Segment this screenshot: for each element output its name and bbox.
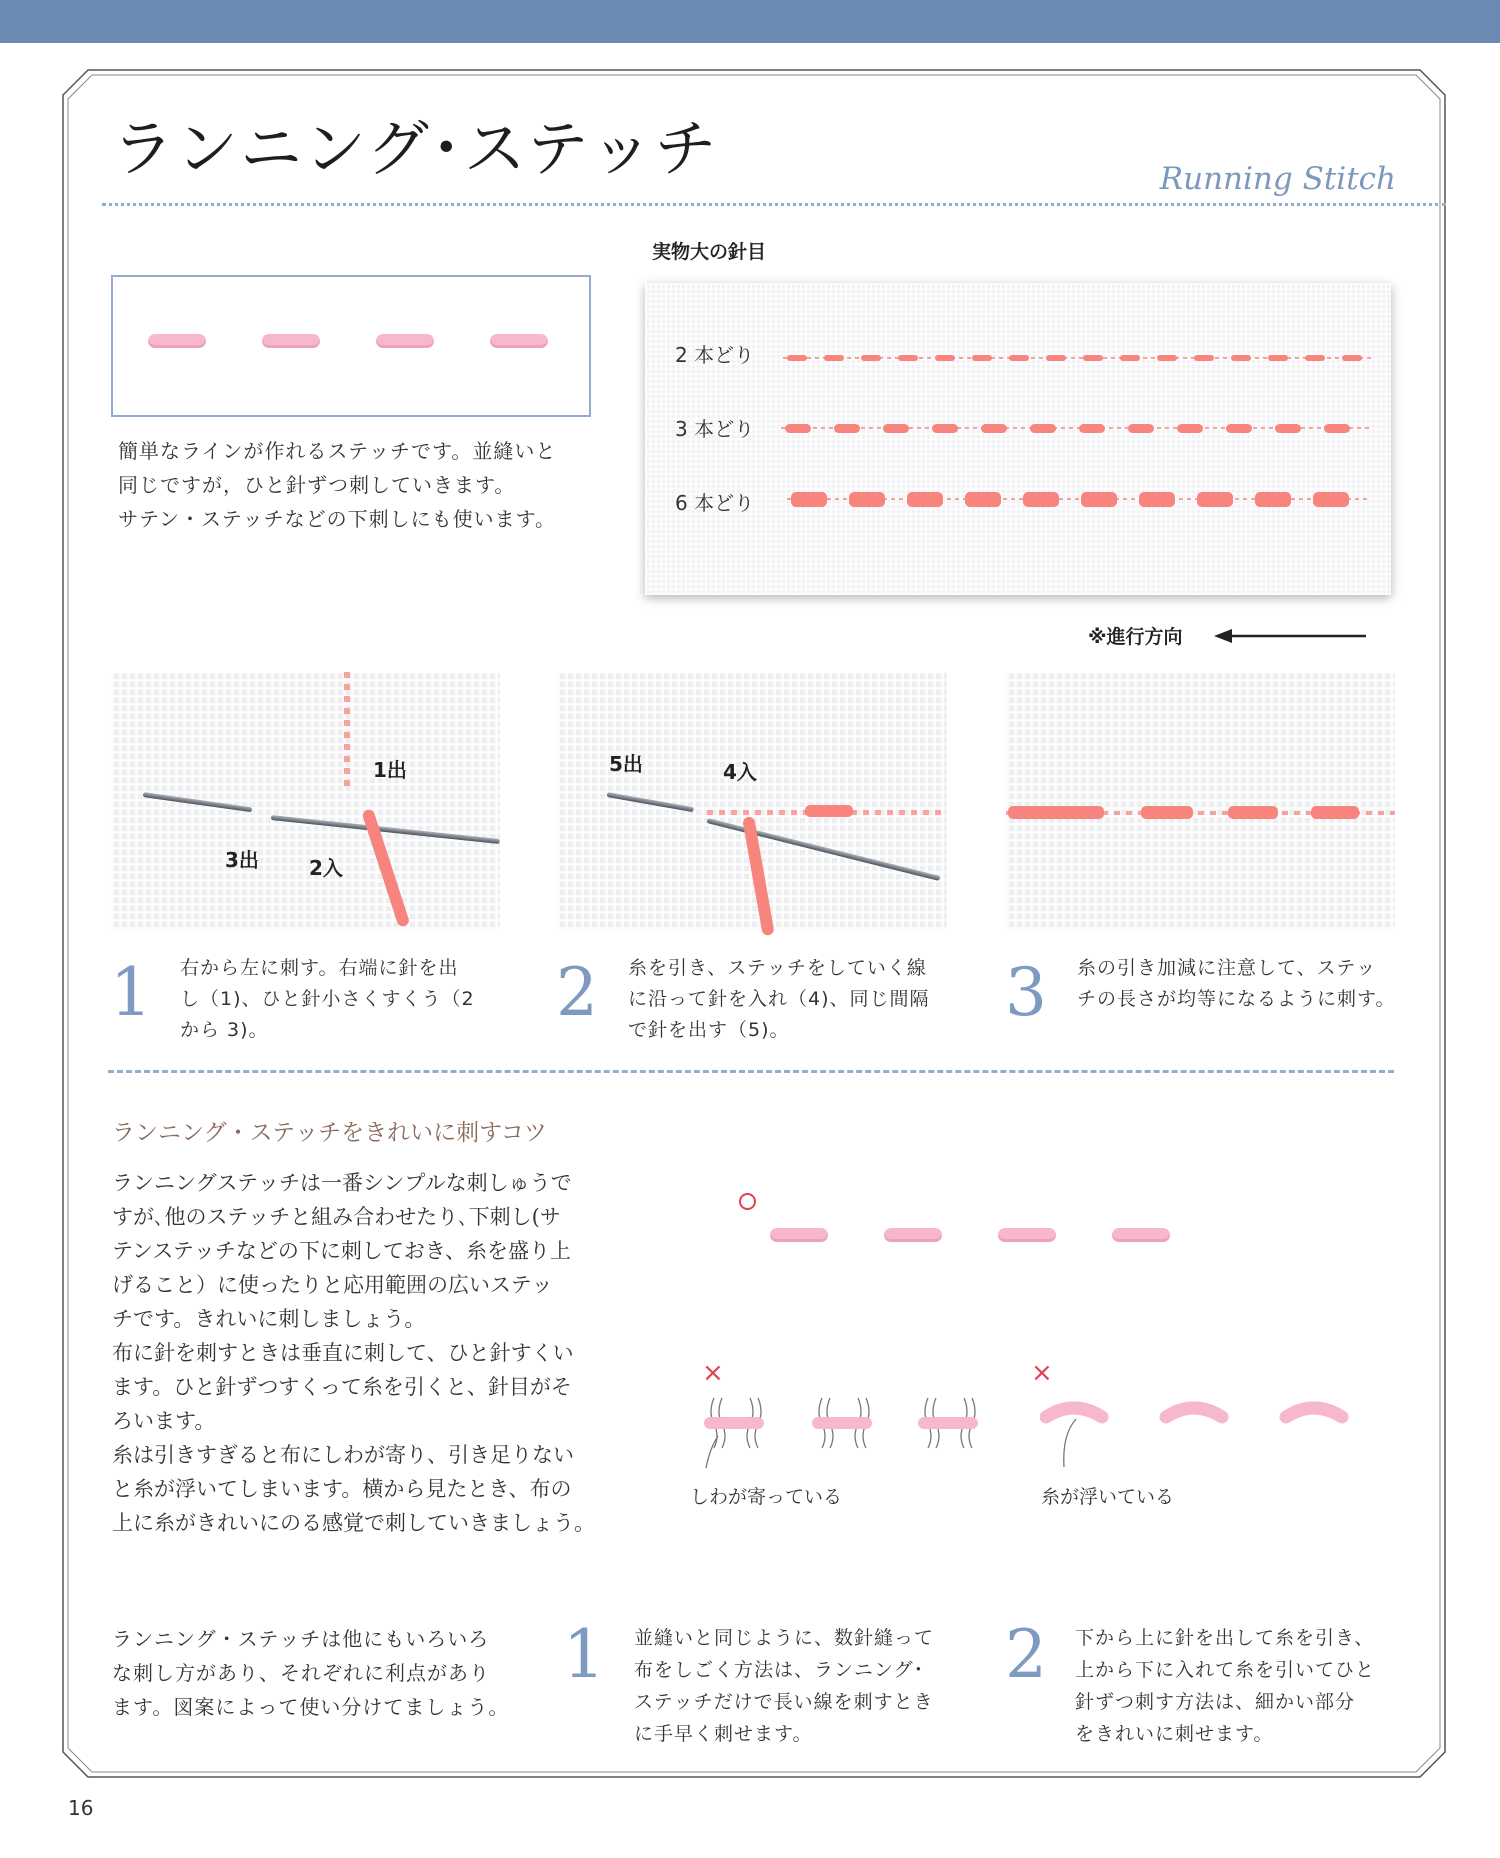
actual-stitch xyxy=(1197,492,1233,507)
actual-stitch xyxy=(824,355,844,361)
finished-stitch xyxy=(1141,806,1193,819)
actual-stitch xyxy=(834,424,860,433)
actual-stitch xyxy=(1226,424,1252,433)
step-2-text: 糸を引き、ステッチをしていく線 に沿って針を入れ（4)、同じ間隔 で針を出す（5)。 xyxy=(628,957,930,1041)
actual-stitch xyxy=(1177,424,1203,433)
variant-1-text: 並縫いと同じように、数針縫って 布をしごく方法は、ランニング･ ステッチだけで長い線を刺すとき に手早く刺せます。 xyxy=(634,1627,935,1745)
step-1-text: 右から左に刺す。右端に針を出 し（1)、ひと針小さくすくう（2 から 3)。 xyxy=(180,957,475,1041)
actual-stitch xyxy=(1342,355,1362,361)
actual-stitch xyxy=(1324,424,1350,433)
actual-stitch xyxy=(1139,492,1175,507)
actual-stitch xyxy=(965,492,1001,507)
good-stitch xyxy=(884,1228,942,1242)
actual-size-photo xyxy=(645,283,1391,595)
wrinkle-diagram xyxy=(700,1390,990,1470)
demo-stitch xyxy=(490,334,548,348)
actual-stitch xyxy=(1305,355,1325,361)
actual-stitch xyxy=(898,355,918,361)
step-3-text: 糸の引き加減に注意して、ステッ チの長さが均等になるように刺す。 xyxy=(1077,957,1396,1010)
actual-stitch xyxy=(787,355,807,361)
intro-text: 簡単なラインが作れるステッチです。並縫いと 同じですが，ひと針ずつ刺していきます。 サテン・ステッチなどの下刺しにも使います。 xyxy=(118,439,557,531)
actual-stitch xyxy=(1231,355,1251,361)
actual-stitch xyxy=(1194,355,1214,361)
step-2-number: 2 xyxy=(556,954,598,1031)
variant-1-number: 1 xyxy=(563,1616,605,1693)
variants-intro: ランニング・ステッチは他にもいろいろ な刺し方があり、それぞれに利点があり ます。図案によって使い分けてましょう。 xyxy=(112,1627,510,1719)
actual-stitch xyxy=(981,424,1007,433)
callout-2-in: 2入 xyxy=(309,856,343,880)
callout-3-out: 3出 xyxy=(225,848,259,872)
variant-2-number: 2 xyxy=(1005,1616,1047,1693)
callout-1-out: 1出 xyxy=(373,758,407,782)
actual-stitch xyxy=(849,492,885,507)
good-stitch xyxy=(998,1228,1056,1242)
actual-stitch xyxy=(1009,355,1029,361)
tips-heading: ランニング・ステッチをきれいに刺すコツ xyxy=(112,1120,547,1146)
actual-stitch xyxy=(1046,355,1066,361)
actual-stitch xyxy=(1023,492,1059,507)
demo-stitch xyxy=(376,334,434,348)
demo-stitch xyxy=(148,334,206,348)
bad-mark-float: × xyxy=(1031,1358,1053,1388)
needle-icon xyxy=(706,818,940,881)
strand-label-3: 3 本どり xyxy=(675,417,755,441)
actual-stitch xyxy=(1128,424,1154,433)
actual-stitch xyxy=(1081,492,1117,507)
demo-stitch xyxy=(262,334,320,348)
needle-icon xyxy=(271,815,500,844)
title-rule xyxy=(102,203,1446,206)
step-3-number: 3 xyxy=(1005,954,1047,1031)
strand-label-6: 6 本どり xyxy=(675,491,755,515)
step-2-photo xyxy=(557,672,947,930)
finished-stitch xyxy=(1008,806,1104,819)
finished-stitch xyxy=(1228,806,1278,819)
tips-text: ランニングステッチは一番シンプルな刺しゅうで すが､他のステッチと組み合わせたり､下刺し(サ テンステッチなどの下に刺しておき、糸を盛り上 げること）に使ったりと応用範囲の広いステッ チです。きれいに刺しましょう。 布に針を刺すときは垂直に刺して、ひと針すくい ます。ひと針ずつすくって糸を引くと、針目がそ ろいます。 糸は引きすぎると布にしわが寄り、引き足りない と糸が浮いてしまいます。横から見たとき、布の 上に糸がきれいにのる感覚で刺していきましょう。 xyxy=(112,1171,595,1535)
guide-line xyxy=(344,672,350,792)
actual-stitch xyxy=(791,492,827,507)
actual-stitch xyxy=(1157,355,1177,361)
actual-stitch xyxy=(1030,424,1056,433)
caption-float: 糸が浮いている xyxy=(1041,1486,1175,1508)
actual-stitch xyxy=(1079,424,1105,433)
actual-stitch xyxy=(1275,424,1301,433)
actual-stitch xyxy=(932,424,958,433)
finished-stitch xyxy=(1311,806,1359,819)
actual-stitch xyxy=(1120,355,1140,361)
callout-4-in: 4入 xyxy=(723,760,757,784)
left-arrow-icon xyxy=(1214,624,1370,648)
actual-stitch xyxy=(1255,492,1291,507)
good-stitch xyxy=(1112,1228,1170,1242)
bad-mark-wrinkle: × xyxy=(702,1358,724,1388)
needle-icon xyxy=(143,792,253,812)
strand-label-2: 2 本どり xyxy=(675,343,755,367)
direction-note: ※進行方向 xyxy=(1088,626,1183,648)
step-3-photo xyxy=(1006,672,1395,930)
page-number: 16 xyxy=(68,1796,94,1820)
page-title: ランニング･ステッチ xyxy=(112,112,719,185)
float-diagram xyxy=(1040,1395,1350,1475)
caption-wrinkle: しわが寄っている xyxy=(690,1486,843,1508)
good-stitch xyxy=(770,1228,828,1242)
finished-stitch xyxy=(805,805,853,817)
actual-stitch xyxy=(1313,492,1349,507)
actual-stitch xyxy=(935,355,955,361)
callout-5-out: 5出 xyxy=(609,752,643,776)
step-1-number: 1 xyxy=(110,954,152,1031)
good-mark xyxy=(739,1193,756,1210)
actual-stitch xyxy=(972,355,992,361)
actual-stitch xyxy=(907,492,943,507)
actual-size-label: 実物大の針目 xyxy=(652,241,767,263)
step-1-photo xyxy=(111,672,500,930)
section-separator xyxy=(108,1070,1394,1073)
variant-2-text: 下から上に針を出して糸を引き、 上から下に入れて糸を引いてひと 針ずつ刺す方法は、細かい部分 をきれいに刺せます。 xyxy=(1075,1627,1376,1745)
needle-icon xyxy=(607,792,695,812)
actual-stitch xyxy=(883,424,909,433)
page-subtitle: Running Stitch xyxy=(1159,161,1396,197)
actual-stitch xyxy=(1083,355,1103,361)
actual-stitch xyxy=(1268,355,1288,361)
actual-stitch xyxy=(861,355,881,361)
stitch-demo-box xyxy=(111,275,591,417)
actual-stitch xyxy=(785,424,811,433)
